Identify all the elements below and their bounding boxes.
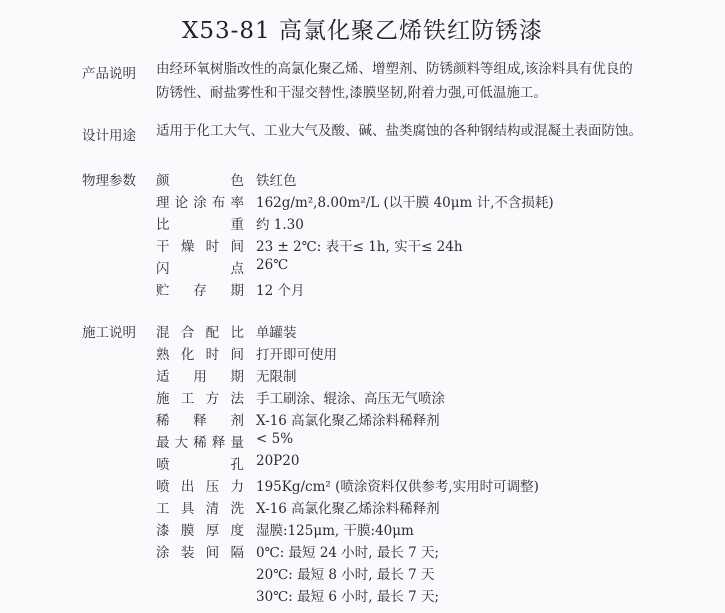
application-value: X-16 高氯化聚乙烯涂料稀释剂 xyxy=(256,501,440,517)
application-label: 熟化时间 xyxy=(156,347,244,363)
application-label: 最大稀释量 xyxy=(156,435,244,451)
application-value: 湿膜:125μm, 干膜:40μm xyxy=(256,523,414,539)
param-label: 理论涂布率 xyxy=(156,195,244,211)
param-value: 铁红色 xyxy=(256,173,297,189)
application-value: 30℃: 最短 6 小时, 最长 7 天; xyxy=(256,589,440,605)
application-value: 打开即可使用 xyxy=(256,347,337,363)
product-description-text xyxy=(156,57,701,105)
application-value: X-16 高氯化聚乙烯涂料稀释剂 xyxy=(256,413,440,429)
application-label: 混合配比 xyxy=(156,325,244,341)
application-label: 适用期 xyxy=(156,369,244,385)
application-value: 20P20 xyxy=(256,453,300,469)
application-label: 喷出压力 xyxy=(156,479,244,495)
param-label: 闪点 xyxy=(156,261,244,277)
param-value: 23 ± 2℃: 表干≤ 1h, 实干≤ 24h xyxy=(256,239,463,255)
param-value: 约 1.30 xyxy=(256,217,304,233)
application-label: 稀释剂 xyxy=(156,413,244,429)
param-value: 162g/m²,8.00m²/L (以干膜 40μm 计,不含损耗) xyxy=(256,195,554,211)
application-value: 无限制 xyxy=(256,369,297,385)
application-value: 单罐装 xyxy=(256,325,297,341)
application-value: < 5% xyxy=(256,431,294,447)
design-use-line: 适用于化工大气、工业大气及酸、碱、盐类腐蚀的各种钢结构或混凝土表面防蚀。 xyxy=(156,123,642,139)
param-value: 26℃ xyxy=(256,257,289,273)
application-label: 工具清洗 xyxy=(156,501,244,517)
param-label: 干燥时间 xyxy=(156,239,244,255)
param-label: 颜色 xyxy=(156,173,244,189)
section-label-application: 施工说明 xyxy=(82,325,136,341)
application-value: 20℃: 最短 8 小时, 最长 7 天 xyxy=(256,567,435,583)
param-value: 12 个月 xyxy=(256,283,305,299)
application-value: 195Kg/cm² (喷涂资料仅供参考,实用时可调整) xyxy=(256,479,539,495)
section-label-design-use: 设计用途 xyxy=(82,128,136,144)
param-label: 贮存期 xyxy=(156,283,244,299)
design-use-text xyxy=(156,119,701,143)
section-label-physical-params: 物理参数 xyxy=(82,173,136,189)
application-label: 施工方法 xyxy=(156,391,244,407)
application-label: 喷孔 xyxy=(156,457,244,473)
application-value: 手工刷涂、辊涂、高压无气喷涂 xyxy=(256,391,445,407)
application-value: 0℃: 最短 24 小时, 最长 7 天; xyxy=(256,545,440,561)
product-description-line: 由经环氧树脂改性的高氯化聚乙烯、增塑剂、防锈颜料等组成,该涂料具有优良的 xyxy=(156,61,633,77)
param-label: 比重 xyxy=(156,217,244,233)
application-label: 漆膜厚度 xyxy=(156,523,244,539)
document-title: X53-81 高氯化聚乙烯铁红防锈漆 xyxy=(182,18,543,44)
section-label-product-description: 产品说明 xyxy=(82,66,136,82)
product-description-line: 防锈性、耐盐雾性和干湿交替性,漆膜坚韧,附着力强,可低温施工。 xyxy=(156,85,547,101)
application-label: 涂装间隔 xyxy=(156,545,244,561)
